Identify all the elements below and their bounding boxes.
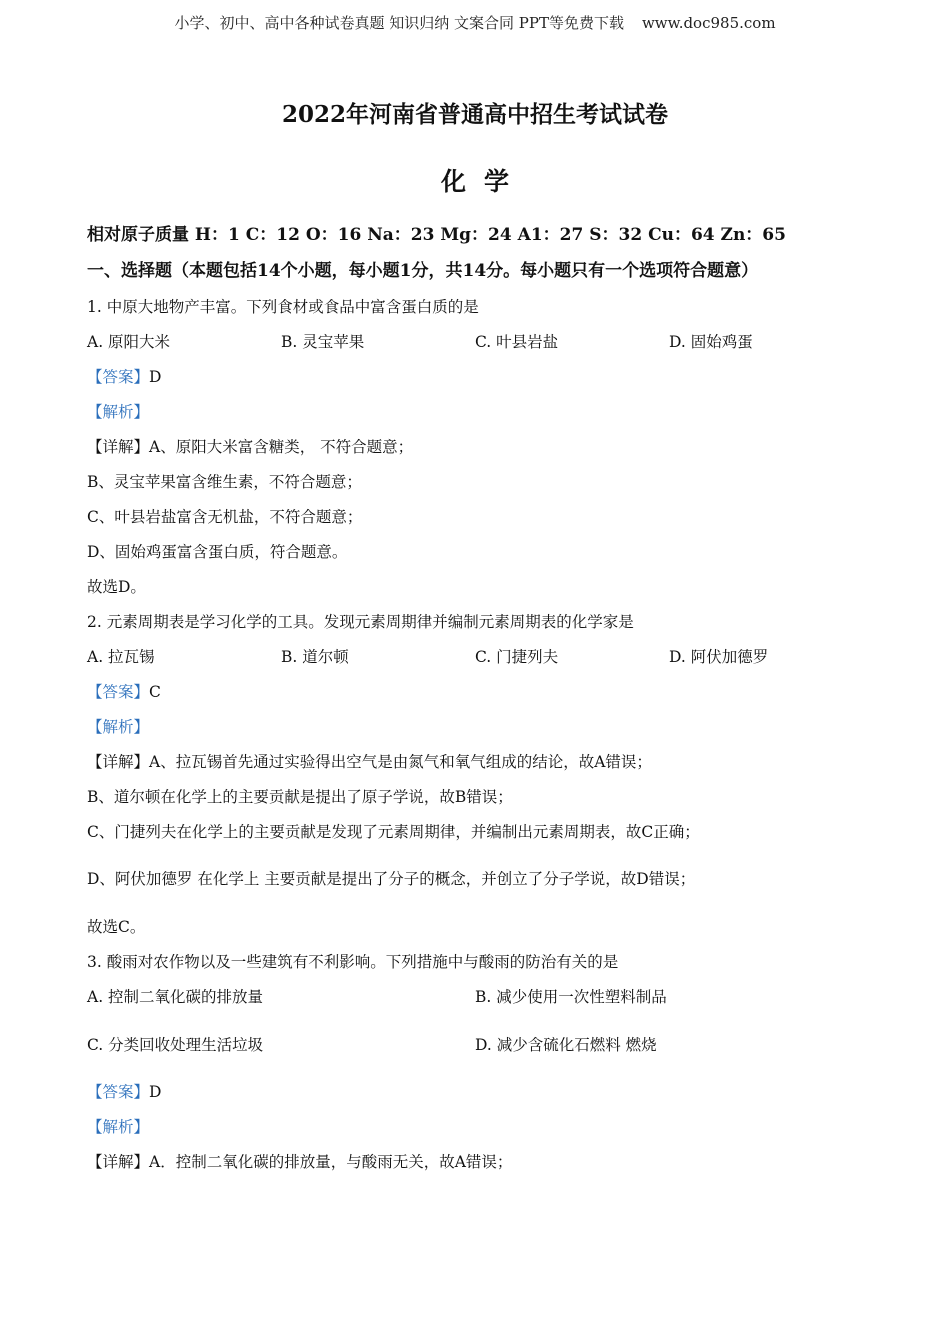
q2-detail-line: B、道尔顿在化学上的主要贡献是提出了原子学说，故B错误； — [87, 788, 513, 806]
exam-title: 2022年河南省普通高中招生考试试卷 — [281, 101, 668, 128]
q1-option-b: B. 灵宝苹果 — [281, 333, 365, 351]
detail-label: 【详解】 — [87, 1153, 150, 1171]
answer-label: 【答案】 — [87, 1083, 150, 1101]
q3-detail — [87, 1150, 512, 1172]
q1-option-a: A. 原阳大米 — [87, 333, 171, 351]
q2-detail-line: D、阿伏加德罗 在化学上 主要贡献是提出了分子的概念，并创立了分子学说，故D错误； — [87, 870, 696, 888]
q3-analysis-label — [87, 1115, 149, 1137]
detail-label: 【详解】 — [87, 438, 150, 456]
header-text: 小学、初中、高中各种试卷真题 知识归纳 文案合同 PPT等免费下载 — [174, 14, 624, 32]
analysis-label: 【解析】 — [87, 403, 150, 421]
answer-label: 【答案】 — [87, 368, 150, 386]
section-heading: 一、选择题（本题包括14个小题，每小题1分，共14分。每小题只有一个选项符合题意） — [87, 261, 759, 281]
q3-answer-value: D — [149, 1083, 162, 1101]
analysis-label: 【解析】 — [87, 718, 150, 736]
header-site[interactable]: www.doc985.com — [641, 14, 776, 32]
q2-detail — [87, 750, 652, 772]
q1-analysis-label — [87, 400, 149, 422]
q3-answer — [87, 1080, 161, 1102]
q1-detail-text: A、原阳大米富含糖类， 不符合题意； — [149, 438, 414, 456]
q2-detail-text: A、拉瓦锡首先通过实验得出空气是由氮气和氧气组成的结论，故A错误； — [149, 753, 652, 771]
q2-answer — [87, 680, 161, 702]
detail-label: 【详解】 — [87, 753, 150, 771]
q1-detail-line: B、灵宝苹果富含维生素，不符合题意； — [87, 473, 362, 491]
analysis-label: 【解析】 — [87, 1118, 150, 1136]
answer-label: 【答案】 — [87, 683, 150, 701]
q1-detail-line: C、叶县岩盐富含无机盐，不符合题意； — [87, 508, 363, 526]
q3-option-c: C. 分类回收处理生活垃圾 — [87, 1036, 264, 1054]
q2-option-a: A. 拉瓦锡 — [87, 648, 155, 666]
q1-option-c: C. 叶县岩盐 — [475, 333, 559, 351]
q2-option-d: D. 阿伏加德罗 — [669, 648, 769, 666]
q1-detail-line: D、固始鸡蛋富含蛋白质，符合题意。 — [87, 543, 348, 561]
q3-detail-text: A．控制二氧化碳的排放量，与酸雨无关，故A错误； — [149, 1153, 513, 1171]
q3-option-d: D. 减少含硫化石燃料 燃烧 — [475, 1036, 657, 1054]
q2-conclusion: 故选C。 — [87, 918, 146, 936]
q1-conclusion: 故选D。 — [87, 578, 146, 596]
q3-stem: 3. 酸雨对农作物以及一些建筑有不利影响。下列措施中与酸雨的防治有关的是 — [87, 953, 619, 971]
q1-stem: 1. 中原大地物产丰富。下列食材或食品中富含蛋白质的是 — [87, 298, 479, 316]
q2-stem: 2. 元素周期表是学习化学的工具。发现元素周期律并编制元素周期表的化学家是 — [87, 613, 634, 631]
q1-answer — [87, 365, 161, 387]
q1-answer-value: D — [149, 368, 162, 386]
q1-detail — [87, 435, 413, 457]
q1-option-d: D. 固始鸡蛋 — [669, 333, 753, 351]
q2-answer-value: C — [149, 683, 161, 701]
atomic-mass-line: 相对原子质量 H：1 C：12 O：16 Na：23 Mg：24 A1：27 S：32 Cu：64 Zn：65 — [87, 225, 786, 245]
q2-detail-line: C、门捷列夫在化学上的主要贡献是发现了元素周期律，并编制出元素周期表，故C正确； — [87, 823, 700, 841]
q3-option-b: B. 减少使用一次性塑料制品 — [475, 988, 667, 1006]
q2-analysis-label — [87, 715, 149, 737]
q2-option-c: C. 门捷列夫 — [475, 648, 559, 666]
q3-option-a: A. 控制二氧化碳的排放量 — [87, 988, 264, 1006]
q2-option-b: B. 道尔顿 — [281, 648, 349, 666]
subject-title: 化学 — [440, 167, 527, 196]
site-header — [0, 12, 950, 33]
